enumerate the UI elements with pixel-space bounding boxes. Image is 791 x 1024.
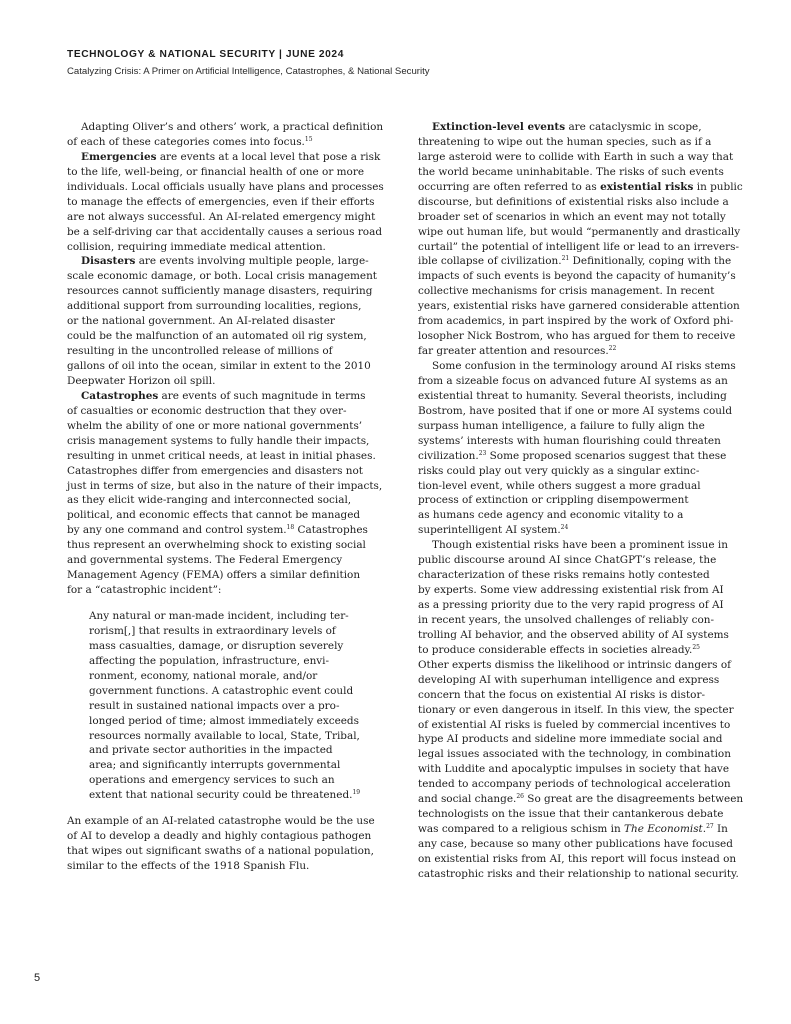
block-quote-line (67, 788, 397, 803)
text-run: gallons of oil into the ocean, similar in extent to the 2010 (67, 360, 371, 372)
text-line (418, 658, 751, 673)
text-run: impacts of such events is beyond the capacity of humanity’s (418, 270, 736, 283)
text-run: An example of an AI-related catastrophe would be the use (67, 815, 375, 828)
text-run: additional support from surrounding localities, regions, (67, 300, 362, 313)
text-run: are not always successful. An AI-related emergency might (67, 210, 376, 223)
text-run: collective mechanisms for crisis management. In recent (418, 285, 715, 298)
text-run: that wipes out significant swaths of a national population, (67, 845, 374, 858)
footnote-ref: 25 (692, 643, 700, 651)
text-run: ible collapse of civilization. (418, 255, 562, 268)
text-run: resources cannot sufficiently manage disasters, requiring (67, 285, 373, 298)
text-line (418, 180, 751, 195)
text-line (418, 852, 751, 867)
text-line (418, 314, 751, 329)
text-line (418, 299, 751, 314)
text-run: resulting in unmet critical needs, at least in initial phases. (67, 449, 376, 462)
text-run: in recent years, the unsolved challenges of reliably con- (418, 613, 715, 626)
text-run: broader set of scenarios in which an event may not totally (418, 210, 726, 223)
text-run: losopher Nick Bostrom, who has argued for them to receive (418, 330, 736, 343)
text-run: surpass human intelligence, a failure to fully align the (418, 419, 705, 432)
text-line (67, 538, 397, 553)
text-line (418, 389, 751, 404)
text-line (418, 583, 751, 598)
italic-title: The Economist (624, 823, 703, 836)
text-line (67, 374, 397, 389)
footnote-ref: 27 (706, 823, 714, 831)
text-run: curtail” the potential of intelligent life or lead to an irrevers- (418, 240, 740, 253)
text-line (67, 434, 397, 449)
text-run: on existential risks from AI, this report will focus instead on (418, 852, 737, 865)
block-quote-line (67, 758, 397, 773)
text-line (418, 867, 751, 882)
text-line (67, 508, 397, 523)
text-run: of casualties or economic destruction that they over- (67, 404, 347, 417)
text-line (418, 598, 751, 613)
text-run: large asteroid were to collide with Earth in such a way that (418, 150, 734, 163)
text-run: Definitionally, coping with the (569, 255, 732, 268)
text-line (418, 538, 751, 553)
text-line (67, 404, 397, 419)
text-line (418, 807, 751, 822)
text-line (418, 240, 751, 255)
text-line (418, 449, 751, 464)
text-run: extent that national security could be threatened. (89, 789, 353, 802)
text-line (418, 837, 751, 852)
text-line (67, 329, 397, 344)
text-line (67, 359, 397, 374)
text-run: occurring are often referred to as (418, 180, 601, 193)
text-line (418, 688, 751, 703)
text-line (67, 225, 397, 240)
text-run: as humans cede agency and economic vitality to a (418, 509, 684, 522)
text-line (67, 344, 397, 359)
text-run: be a self-driving car that accidentally causes a serious road (67, 225, 382, 238)
text-run: Any natural or man-made incident, including ter- (89, 610, 349, 622)
text-run: rorism[,] that results in extraordinary levels of (89, 624, 336, 637)
text-line (418, 150, 751, 165)
block-quote-line (67, 669, 397, 684)
footnote-ref: 26 (516, 793, 524, 801)
footnote-ref: 18 (286, 524, 295, 532)
text-run: collision, requiring immediate medical attention. (67, 240, 326, 253)
text-run: similar to the effects of the 1918 Spanish Flu. (67, 860, 310, 872)
defined-term: Catastrophes (81, 389, 159, 402)
text-run: superintelligent AI system. (418, 524, 561, 537)
text-line (418, 747, 751, 762)
footnote-ref: 23 (478, 449, 487, 457)
text-run: Other experts dismiss the likelihood or intrinsic dangers of (418, 658, 731, 671)
text-run: Deepwater Horizon oil spill. (67, 374, 216, 387)
right-column (418, 120, 751, 882)
text-run: from academics, in part inspired by the work of Oxford phi- (418, 315, 734, 328)
text-line (67, 479, 397, 494)
header-series-line (67, 48, 430, 62)
text-run: longed period of time; almost immediately exceeds (89, 714, 359, 727)
text-run: government functions. A catastrophic event could (89, 684, 354, 697)
block-quote-line (67, 729, 397, 744)
defined-term: Emergencies (81, 150, 157, 163)
text-line (418, 479, 751, 494)
text-run: Management Agency (FEMA) offers a similar definition (67, 569, 361, 582)
text-run: wipe out human life, but would “permanently and drastically (418, 225, 741, 238)
block-quote-line (67, 714, 397, 729)
text-line (67, 135, 397, 150)
header-series: TECHNOLOGY & NATIONAL SECURITY (67, 49, 276, 60)
text-line (418, 703, 751, 718)
text-line (418, 210, 751, 225)
text-line (418, 673, 751, 688)
text-run: individuals. Local officials usually have plans and processes (67, 180, 384, 193)
text-run: are cataclysmic in scope, (565, 121, 702, 133)
defined-term: Extinction-level events (432, 121, 566, 133)
text-line (418, 762, 751, 777)
text-run: as they elicit wide-ranging and interconnected social, (67, 494, 352, 507)
text-run: discourse, but definitions of existential risks also include a (418, 195, 729, 208)
paragraph-gap (67, 598, 397, 609)
text-line (418, 792, 751, 807)
text-line (67, 449, 397, 464)
text-run: characterization of these risks remains hotly contested (418, 569, 710, 582)
text-line (67, 568, 397, 583)
text-run: from a sizeable focus on advanced future AI systems as an (418, 374, 728, 387)
text-line (418, 374, 751, 389)
text-run: Bostrom, have posited that if one or more AI systems could (418, 404, 733, 417)
text-run: and private sector authorities in the impacted (89, 744, 333, 757)
text-line (418, 613, 751, 628)
text-line (418, 508, 751, 523)
text-run: and social change. (418, 793, 517, 806)
text-line (67, 493, 397, 508)
text-run: as a pressing priority due to the very rapid progress of AI (418, 599, 724, 611)
text-line (418, 404, 751, 419)
text-run: of existential AI risks is fueled by commercial incentives to (418, 718, 731, 731)
text-run: resulting in the uncontrolled release of millions of (67, 345, 333, 358)
block-quote-line (67, 743, 397, 758)
text-run: . (702, 823, 707, 836)
text-line (67, 419, 397, 434)
block-quote-line (67, 684, 397, 699)
text-line (67, 180, 397, 195)
text-line (67, 583, 397, 598)
text-run: tionary or even dangerous in itself. In this view, the specter (418, 703, 734, 716)
text-run: risks could play out very quickly as a singular extinc- (418, 464, 700, 477)
text-line (67, 299, 397, 314)
text-line (418, 822, 751, 837)
text-run: or the national government. An AI-related disaster (67, 315, 335, 328)
text-run: ronment, economy, national morale, and/or (89, 669, 318, 682)
text-run: to the life, well-being, or financial health of one or more (67, 165, 364, 178)
text-run: Some confusion in the terminology around AI risks stems (432, 360, 736, 372)
footnote-ref: 22 (608, 345, 617, 353)
text-line (418, 329, 751, 344)
text-run: mass casualties, damage, or disruption severely (89, 639, 344, 652)
text-run: systems’ interests with human flourishing could threaten (418, 434, 721, 447)
page-number: 5 (34, 972, 41, 984)
text-run: whelm the ability of one or more national governments’ (67, 419, 363, 432)
text-run: hype AI products and sideline more immediate social and (418, 733, 723, 746)
text-line (418, 344, 751, 359)
text-line (67, 844, 397, 859)
text-line (418, 643, 751, 658)
block-quote-line (67, 699, 397, 714)
left-column (67, 120, 397, 874)
text-line (67, 269, 397, 284)
header-subtitle: Catalyzing Crisis: A Primer on Artificial Intelligence, Catastrophes, & National Security (67, 66, 430, 77)
text-line (67, 165, 397, 180)
text-run: threatening to wipe out the human species, such as if a (418, 135, 712, 148)
text-line (67, 120, 397, 135)
header-separator: | (279, 49, 283, 60)
text-line (67, 859, 397, 874)
text-line (418, 419, 751, 434)
text-line (418, 523, 751, 538)
text-line (67, 284, 397, 299)
text-line (418, 553, 751, 568)
text-line (418, 135, 751, 150)
text-run: to manage the effects of emergencies, even if their efforts (67, 195, 375, 208)
text-line (67, 464, 397, 479)
text-line (67, 210, 397, 225)
text-line (418, 165, 751, 180)
defined-term: existential risks (600, 180, 694, 193)
defined-term: Disasters (81, 255, 136, 268)
text-run: tion-level event, while others suggest a more gradual (418, 479, 701, 492)
text-line (418, 254, 751, 269)
text-run: thus represent an overwhelming shock to existing social (67, 539, 366, 552)
text-line (418, 359, 751, 374)
text-line (67, 553, 397, 568)
footnote-ref: 21 (561, 255, 570, 263)
text-line (67, 523, 397, 538)
text-line (418, 195, 751, 210)
text-run: developing AI with superhuman intelligence and express (418, 673, 720, 686)
text-run: public discourse around AI since ChatGPT’s release, the (418, 554, 717, 567)
text-run: years, existential risks have garnered considerable attention (418, 300, 740, 313)
text-run: Catastrophes (294, 524, 368, 537)
text-run: of each of these categories comes into focus. (67, 135, 305, 148)
text-run: crisis management systems to fully handle their impacts, (67, 434, 370, 447)
text-run: Adapting Oliver’s and others’ work, a practical definition (81, 121, 384, 133)
text-line (67, 150, 397, 165)
text-run: Catastrophes differ from emergencies and disasters not (67, 464, 363, 477)
text-run: trolling AI behavior, and the observed ability of AI systems (418, 628, 729, 641)
running-header (67, 48, 430, 79)
text-run: So great are the disagreements between (523, 793, 744, 806)
text-run: tended to accompany periods of technological acceleration (418, 778, 731, 791)
text-run: to produce considerable effects in societies already. (418, 643, 693, 656)
text-line (418, 777, 751, 792)
text-run: technologists on the issue that their cantankerous debate (418, 808, 724, 821)
text-run: civilization. (418, 449, 479, 462)
text-run: could be the malfunction of an automated oil rig system, (67, 330, 367, 343)
text-run: Some proposed scenarios suggest that these (486, 449, 727, 462)
text-line (67, 195, 397, 210)
block-quote-line (67, 773, 397, 788)
text-line (418, 568, 751, 583)
text-run: are events involving multiple people, large- (135, 255, 369, 268)
text-line (67, 240, 397, 255)
text-run: resources normally available to local, State, Tribal, (89, 729, 360, 742)
text-line (67, 389, 397, 404)
text-run: existential threat to humanity. Several theorists, including (418, 389, 727, 402)
text-line (418, 464, 751, 479)
text-run: process of extinction or crippling disempowerment (418, 494, 689, 507)
text-run: affecting the population, infrastructure, envi- (89, 654, 330, 667)
text-run: by any one command and control system. (67, 524, 287, 537)
text-line (418, 225, 751, 240)
text-line (418, 434, 751, 449)
text-line (418, 120, 751, 135)
text-run: for a “catastrophic incident”: (67, 584, 222, 597)
block-quote-line (67, 609, 397, 624)
paragraph-gap (67, 803, 397, 814)
text-run: any case, because so many other publications have focused (418, 838, 733, 850)
block-quote-line (67, 639, 397, 654)
text-run: operations and emergency services to such an (89, 774, 335, 787)
block-quote-line (67, 654, 397, 669)
text-run: Though existential risks have been a prominent issue in (432, 539, 728, 552)
header-date: JUNE 2024 (285, 49, 344, 60)
text-run: by experts. Some view addressing existential risk from AI (418, 584, 724, 597)
text-run: catastrophic risks and their relationship to national security. (418, 867, 739, 880)
text-run: In (713, 823, 728, 836)
text-run: concern that the focus on existential AI risks is distor- (418, 688, 705, 701)
text-run: just in terms of size, but also in the nature of their impacts, (67, 479, 383, 492)
footnote-ref: 24 (560, 524, 569, 532)
text-run: scale economic damage, or both. Local crisis management (67, 270, 377, 283)
text-run: area; and significantly interrupts governmental (89, 759, 341, 772)
text-run: far greater attention and resources. (418, 345, 609, 358)
text-run: with Luddite and apocalyptic impulses in society that have (418, 763, 730, 776)
text-line (67, 814, 397, 829)
text-line (418, 284, 751, 299)
text-run: legal issues associated with the technology, in combination (418, 748, 731, 761)
text-run: was compared to a religious schism in (418, 823, 625, 836)
block-quote-line (67, 624, 397, 639)
text-run: of AI to develop a deadly and highly contagious pathogen (67, 830, 372, 843)
text-line (67, 254, 397, 269)
text-run: are events at a local level that pose a risk (156, 150, 381, 163)
footnote-ref: 15 (304, 135, 313, 143)
text-run: result in sustained national impacts over a pro- (89, 699, 340, 712)
text-run: in public (693, 180, 743, 193)
text-run: political, and economic effects that cannot be managed (67, 509, 361, 522)
text-run: the world became uninhabitable. The risks of such events (418, 165, 724, 178)
text-line (418, 732, 751, 747)
text-line (418, 718, 751, 733)
text-run: are events of such magnitude in terms (158, 389, 366, 402)
text-line (418, 493, 751, 508)
text-line (67, 829, 397, 844)
text-line (67, 314, 397, 329)
footnote-ref: 19 (352, 789, 361, 797)
text-line (418, 269, 751, 284)
text-run: and governmental systems. The Federal Emergency (67, 554, 343, 567)
text-line (418, 628, 751, 643)
